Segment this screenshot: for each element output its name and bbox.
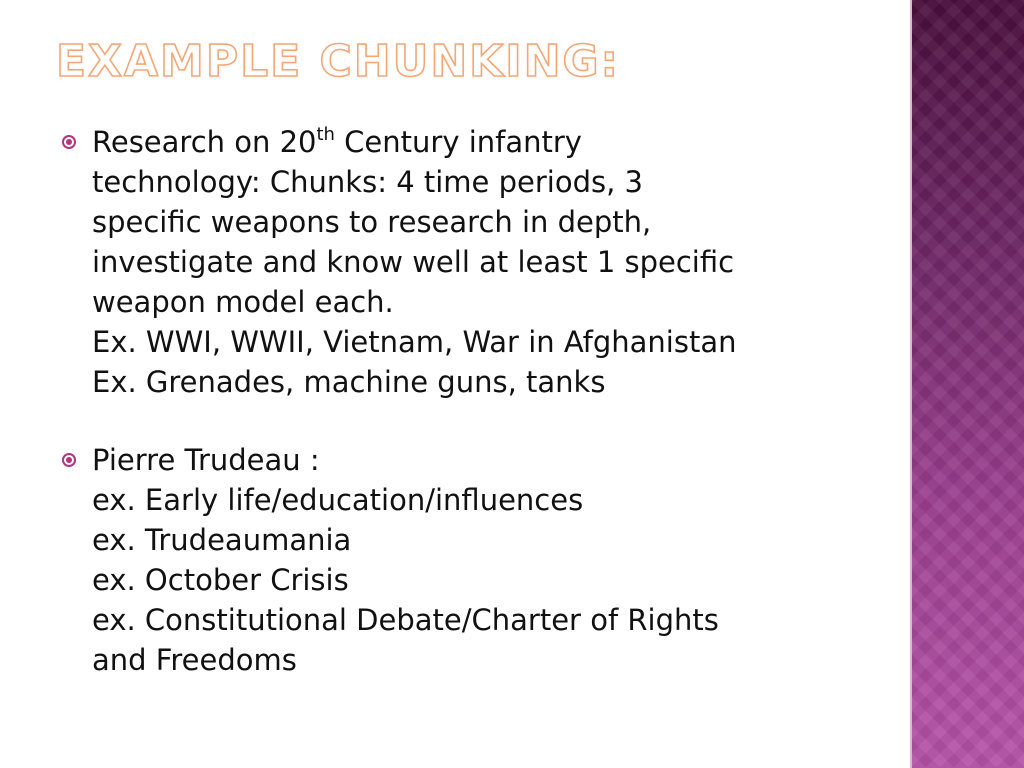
bullet-line-text: Research on 20 <box>92 125 317 159</box>
bullet-line: weapon model each. <box>92 285 394 319</box>
superscript-text: th <box>316 124 335 145</box>
decorative-side-panel <box>912 0 1024 768</box>
bullet-line: and Freedoms <box>92 643 297 677</box>
circle-bullet-icon <box>62 453 76 467</box>
bullet-line: ex. Early life/education/influences <box>92 483 584 517</box>
bullet-line: ex. October Crisis <box>92 563 349 597</box>
slide-content <box>62 122 862 680</box>
bullet-line: ex. Constitutional Debate/Charter of Rights <box>92 603 719 637</box>
bullet-line: Pierre Trudeau : <box>92 443 320 477</box>
bullet-line: Ex. Grenades, machine guns, tanks <box>92 365 606 399</box>
slide-title: EXAMPLE CHUNKING: <box>56 36 621 87</box>
bullet-line <box>92 122 862 162</box>
bullet-item-pierre-trudeau <box>62 440 862 680</box>
bullet-line: specific weapons to research in depth, <box>92 205 652 239</box>
bullet-line-text: Century infantry <box>334 125 582 159</box>
bullet-line: technology: Chunks: 4 time periods, 3 <box>92 165 643 199</box>
bullet-line: Ex. WWI, WWII, Vietnam, War in Afghanistan <box>92 325 737 359</box>
circle-bullet-icon <box>62 135 76 149</box>
bullet-item-infantry-research <box>62 122 862 402</box>
bullet-line: ex. Trudeaumania <box>92 523 352 557</box>
bullet-line: investigate and know well at least 1 specific <box>92 245 735 279</box>
